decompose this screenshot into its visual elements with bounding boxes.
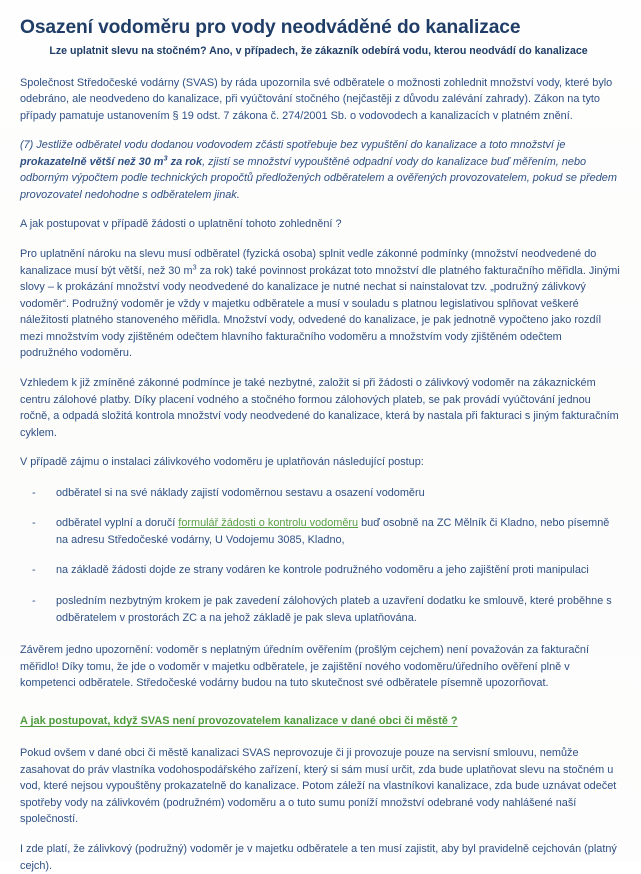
advance-payments-paragraph: Vzhledem k již zmíněné zákonné podmínce je také nezbytné, založit si při žádosti o zálivkový vodoměr na zákaznickém centru zálohové platby. Díky placení vodného a stočného formou zálohových plateb, se pak provádí vyúčtování jednou ročně, a odpadá složitá kontrola množství vody neodvedené do kanalizace, která by nastala při fakturaci s jiným fakturačním cyklem. [20, 376, 619, 439]
list-item-marker: - [32, 564, 36, 577]
law-quotation [20, 137, 621, 203]
list-item [20, 562, 621, 579]
law-quotation-emphasis-tail: za rok [167, 155, 203, 168]
list-item-marker: - [32, 595, 36, 608]
list-item-label: posledním nezbytným krokem je pak zavedení zálohových plateb a uzavření dodatku ke smlouvě, které proběhne s odběratelem v prostorách ZC a na jehož základě je pak sleva uplatňována. [56, 595, 612, 624]
list-item-marker: - [32, 517, 36, 530]
meter-inspection-form-link[interactable]: formulář žádosti o kontrolu vodoměru [178, 517, 359, 530]
claim-requirements-part-a: Pro uplatnění nároku na slevu musí odběratel (fyzická osoba) splnit vedle zákonné podmínky (množství neodvedené do kanalizace musí být větší, než 30 m [20, 248, 597, 277]
list-item-text-after-link: buď osobně na ZC Mělník či Kladno, nebo písemně na adresu Středočeské vodárny, U Vodojemu 3085, Kladno, [56, 517, 610, 546]
other-operator-paragraph: Pokud ovšem v dané obci či městě kanalizaci SVAS neprovozuje či ji provozuje pouze na servisní smlouvu, nemůže zasahovat do práv vlastníka vodohospodářského zařízení, který si sám musí určit, zda bude uplatňovat slevu na stočném u vod, které nejsou vypouštěny prokazatelně do kanalizace. Potom záleží na vlastníkovi kanalizace, zda bude uznávat odečet spotřeby vody na zálivkovém (podružném) vodoměru a o tuto sumu poníží množství odebrané vody nahlášené naší společností. [20, 747, 617, 826]
list-item-label [32, 515, 621, 548]
law-quotation-lead: (7) Jestliže odběratel vodu dodanou vodovodem zčásti spotřebuje bez vypuštění do kanalizace a toto množství je [20, 139, 566, 152]
intro-paragraph: Společnost Středočeské vodárny (SVAS) by ráda upozornila své odběratele o možnosti zohlednit množství vody, které bylo odebráno, ale neodvedeno do kanalizace, při vyúčtování stočného (nejčastěji z důvodu zalévání zahrady). Zákon na tyto případy pamatuje ustanovením § 19 odst. 7 zákona č. 274/2001 Sb. o vodovodech a kanalizacích v platném znění. [20, 76, 613, 122]
claim-requirements-part-b: za rok) také povinnost prokázat toto množství dle platného fakturačního měřidla. Jinými slovy – k prokázání množství vody neodvedené do kanalizace je nutné nechat si nainstalovat tzv. „podružný zálivkový vodoměr“. Podružný vodoměr je vždy v majetku odběratele a musí v souladu s platnou legislativou splňovat veškeré náležitosti platného stanoveného měřidla. Množství vody, odvedené do kanalizace, je pak jednotně vypočteno jako rozdíl mezi množstvím vody zjištěném odečtem hlavního fakturačního vodoměru a množstvím vody zjištěném odečtem podružného vodoměru. [20, 264, 620, 360]
list-item [20, 515, 621, 548]
document-body [20, 0, 621, 874]
cubic-meter-superscript: 3 [163, 153, 168, 163]
list-item [20, 593, 621, 626]
page-title: Osazení vodoměru pro vody neodváděné do kanalizace [20, 17, 521, 38]
warning-paragraph: Závěrem jedno upozornění: vodoměr s neplatným úředním ověřením (prošlým cejchem) není považován za fakturační měřidlo! Díky tomu, že jde o vodoměr v majetku odběratele, je zajištění nového vodoměru/úředního ověření plně v kompetenci odběratele. Středočeské vodárny budou na tuto skutečnost své odběratele písemně upozorňovat. [20, 644, 590, 690]
list-item-text-before-link: odběratel vyplní a doručí [56, 517, 179, 530]
law-quotation-emphasis [20, 153, 203, 168]
claim-requirements-paragraph [20, 246, 621, 362]
law-quotation-emphasis-text: prokazatelně větší než 30 m [20, 155, 164, 168]
page-subtitle: Lze uplatnit slevu na stočném? Ano, v případech, že zákazník odebírá vodu, kterou neodvádí do kanalizace [49, 44, 588, 57]
question-heading-1: A jak postupovat v případě žádosti o uplatnění tohoto zohlednění ? [20, 218, 342, 231]
question-heading-2-link[interactable]: A jak postupovat, když SVAS není provozovatelem kanalizace v dané obci či městě ? [20, 714, 458, 727]
list-item-label: na základě žádosti dojde ze strany vodáren ke kontrole podružného vodoměru a jeho zajištění proti manipulaci [56, 564, 589, 577]
list-item [20, 485, 621, 502]
law-quotation-tail: , zjistí se množství vypouštěné odpadní vody do kanalizace buď měřením, nebo odborným výpočtem podle technických propočtů předložených odběratelem a ověřených provozovatelem, pokud se předem provozovatel nedohodne s odběratelem jinak. [20, 155, 617, 201]
cubic-meter-superscript: 3 [192, 261, 197, 271]
closing-paragraph: I zde platí, že zálivkový (podružný) vodoměr je v majetku odběratele a ten musí zajistit, aby byl pravidelně cejchován (platný cejch). [20, 843, 617, 872]
list-item-marker: - [32, 486, 36, 499]
list-item-label: odběratel si na své náklady zajistí vodoměrnou sestavu a osazení vodoměru [56, 486, 425, 499]
procedure-intro-paragraph: V případě zájmu o instalaci zálivkového vodoměru je uplatňován následující postup: [20, 456, 424, 469]
